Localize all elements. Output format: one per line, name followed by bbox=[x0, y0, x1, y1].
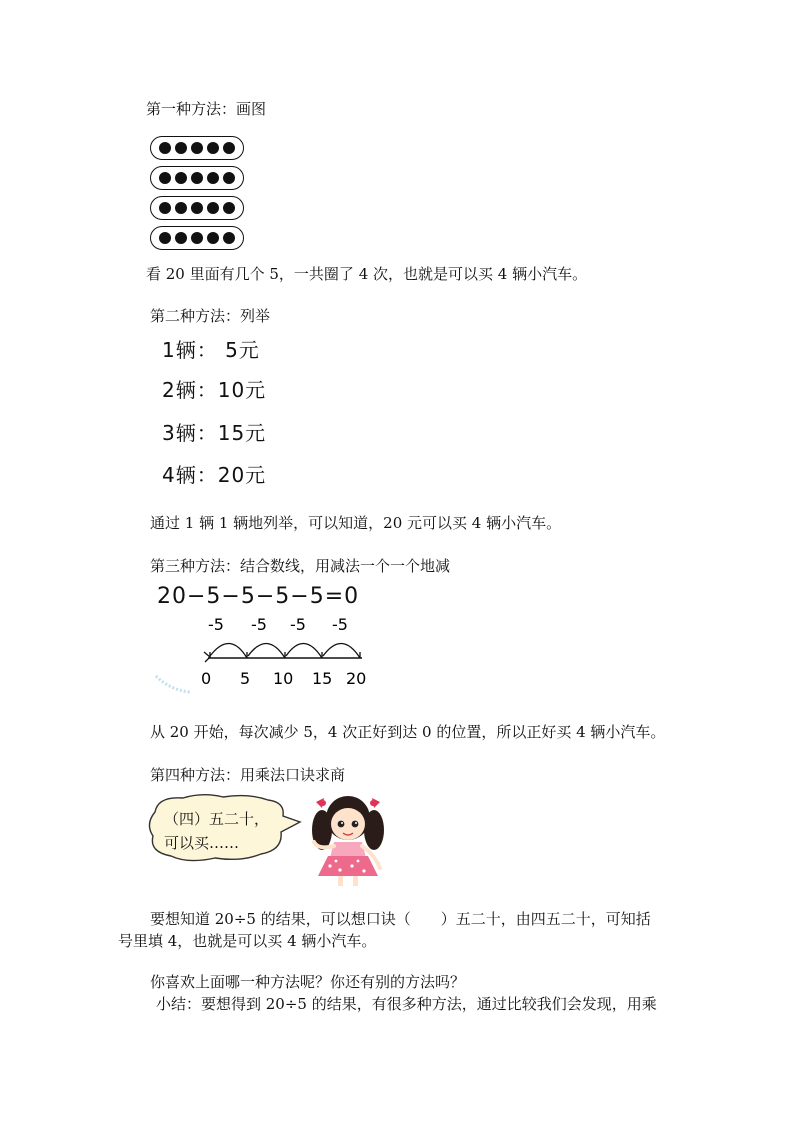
closing-question: 你喜欢上面哪一种方法呢？你还有别的方法吗？ bbox=[150, 973, 466, 991]
jump-arc bbox=[210, 643, 247, 658]
jump-arc bbox=[248, 643, 285, 658]
tick-label: 5 bbox=[240, 669, 251, 688]
dot-group bbox=[150, 196, 244, 220]
dot-group bbox=[150, 166, 244, 190]
method2-heading: 第二种方法：列举 bbox=[150, 307, 271, 325]
dot-group bbox=[150, 136, 244, 160]
enumeration-row: 3辆：15元 bbox=[162, 421, 267, 445]
subtraction-equation: 20−5−5−5−5=0 bbox=[157, 584, 360, 609]
method2-conclusion: 通过 1 辆 1 辆地列举，可以知道，20 元可以买 4 辆小汽车。 bbox=[150, 514, 562, 532]
decorative-swoosh bbox=[156, 676, 190, 692]
dot-group bbox=[150, 226, 244, 250]
method4-paragraph-line-1: 要想知道 20÷5 的结果，可以想口诀（ ）五二十，由四五二十，可知括 bbox=[150, 910, 651, 928]
arrow-head bbox=[204, 652, 210, 662]
jump-arc bbox=[286, 643, 322, 658]
tick-label: 15 bbox=[312, 669, 333, 688]
jump-label: -5 bbox=[332, 615, 348, 634]
jump-label: -5 bbox=[208, 615, 224, 634]
number-line-diagram bbox=[150, 610, 380, 695]
method4-heading: 第四种方法：用乘法口诀求商 bbox=[150, 766, 346, 784]
bubble-line-1: （四）五二十， bbox=[164, 810, 270, 828]
dot-groups-drawing bbox=[150, 136, 250, 256]
tick-label: 20 bbox=[346, 669, 367, 688]
jump-label: -5 bbox=[290, 615, 306, 634]
enumeration-row: 2辆：10元 bbox=[162, 378, 267, 402]
bubble-line-2: 可以买…… bbox=[164, 834, 240, 852]
jump-label: -5 bbox=[251, 615, 267, 634]
tick-label: 10 bbox=[273, 669, 294, 688]
enumeration-row: 1辆： 5元 bbox=[162, 338, 260, 362]
method3-conclusion: 从 20 开始，每次减少 5，4 次正好到达 0 的位置，所以正好买 4 辆小汽车。 bbox=[150, 723, 666, 741]
summary-text: 小结：要想得到 20÷5 的结果，有很多种方法，通过比较我们会发现，用乘 bbox=[156, 995, 657, 1013]
method3-heading: 第三种方法：结合数线，用减法一个一个地减 bbox=[150, 557, 451, 575]
method4-paragraph-line-2: 号里填 4，也就是可以买 4 辆小汽车。 bbox=[118, 932, 377, 950]
enumeration-row: 4辆：20元 bbox=[162, 463, 267, 487]
girl-illustration bbox=[308, 790, 388, 888]
jump-arc bbox=[323, 643, 360, 658]
method1-conclusion: 看 20 里面有几个 5，一共圈了 4 次，也就是可以买 4 辆小汽车。 bbox=[146, 265, 588, 283]
method1-heading: 第一种方法：画图 bbox=[146, 100, 267, 118]
tick-label: 0 bbox=[201, 669, 212, 688]
